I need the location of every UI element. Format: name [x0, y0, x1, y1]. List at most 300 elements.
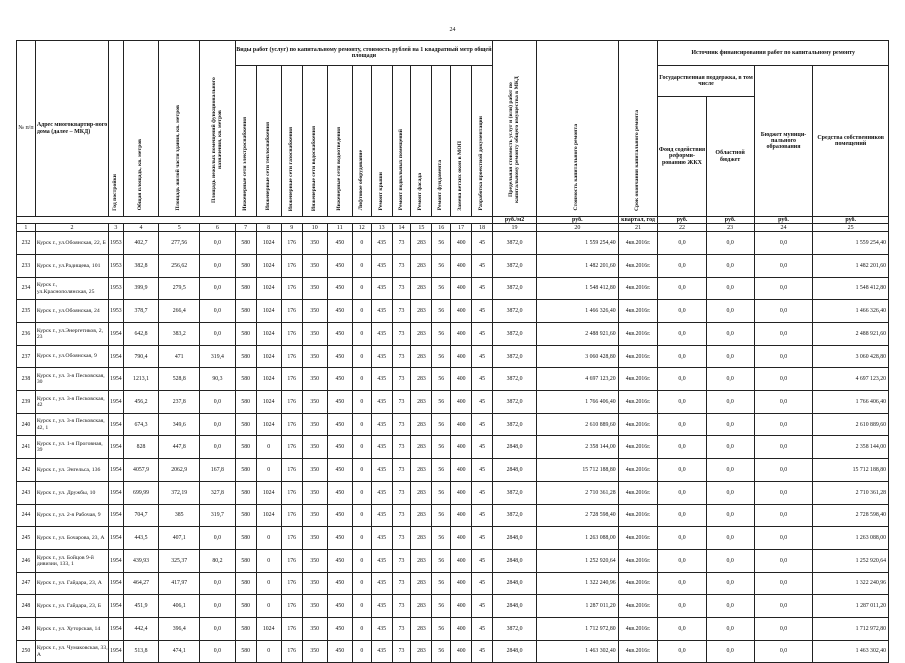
cell-area-nonresidential: 0,0	[200, 254, 236, 277]
cell-regional: 0,0	[706, 595, 754, 618]
cell-work-cost: 176	[281, 617, 302, 640]
cell-municipal: 0,0	[754, 391, 813, 414]
unit-deadline: квартал, год	[618, 217, 658, 224]
cell-work-cost: 400	[451, 595, 472, 618]
column-number: 16	[432, 224, 451, 232]
cell-work-cost: 56	[432, 368, 451, 391]
cell-work-cost: 283	[411, 277, 432, 300]
column-number: 17	[451, 224, 472, 232]
cell-work-cost: 350	[302, 481, 327, 504]
cell-work-cost: 580	[235, 300, 256, 323]
cell-deadline: 4кв.2016г.	[618, 595, 658, 618]
cell-area-living: 417,97	[159, 572, 200, 595]
cell-work-cost: 73	[392, 640, 411, 663]
unit-regional: руб.	[706, 217, 754, 224]
cell-work-cost: 450	[327, 459, 352, 482]
cell-work-cost: 400	[451, 481, 472, 504]
cell-address: Курск г., ул.Энергетиков, 2, 23	[35, 323, 108, 346]
cell-work-cost: 350	[302, 595, 327, 618]
cell-work-cost: 56	[432, 323, 451, 346]
cell-work-cost: 580	[235, 527, 256, 550]
cell-area-nonresidential: 0,0	[200, 527, 236, 550]
cell-work-cost: 450	[327, 436, 352, 459]
cell-work-cost: 400	[451, 413, 472, 436]
cell-work-cost: 176	[281, 527, 302, 550]
cell-owners: 1 466 326,40	[813, 300, 889, 323]
cell-work-cost: 176	[281, 436, 302, 459]
cell-total-cost: 1 463 302,40	[537, 640, 619, 663]
cell-work-cost: 400	[451, 323, 472, 346]
cell-deadline: 4кв.2016г.	[618, 504, 658, 527]
cell-area-total: 674,3	[123, 413, 159, 436]
cell-area-living: 266,4	[159, 300, 200, 323]
cell-work-cost: 56	[432, 436, 451, 459]
cell-work-cost: 350	[302, 549, 327, 572]
cell-work-cost: 350	[302, 459, 327, 482]
cell-work-cost: 0	[256, 436, 281, 459]
cell-area-nonresidential: 0,0	[200, 277, 236, 300]
cell-area-total: 4057,9	[123, 459, 159, 482]
cell-work-cost: 435	[371, 549, 392, 572]
header-address: Адрес многоквартир-ного дома (далее – МКД)	[35, 41, 108, 217]
cell-work-cost: 283	[411, 368, 432, 391]
cell-work-cost: 73	[392, 368, 411, 391]
cell-work-cost: 283	[411, 504, 432, 527]
cell-work-cost: 400	[451, 572, 472, 595]
cell-work-cost: 0	[352, 391, 371, 414]
cell-area-living: 2062,9	[159, 459, 200, 482]
cell-total-cost: 15 712 188,80	[537, 459, 619, 482]
cell-work-cost: 0	[352, 345, 371, 368]
cell-area-living: 237,8	[159, 391, 200, 414]
cell-work-cost: 73	[392, 277, 411, 300]
cell-work-cost: 350	[302, 504, 327, 527]
cell-fund: 0,0	[658, 300, 706, 323]
cell-fund: 0,0	[658, 549, 706, 572]
cell-work-cost: 1024	[256, 254, 281, 277]
cell-work-cost: 45	[472, 300, 493, 323]
cell-work-cost: 580	[235, 232, 256, 255]
cell-work-cost: 0	[256, 640, 281, 663]
cell-work-cost: 176	[281, 300, 302, 323]
cell-work-cost: 435	[371, 345, 392, 368]
cell-num: 234	[17, 277, 36, 300]
cell-work-cost: 580	[235, 549, 256, 572]
cell-area-nonresidential: 0,0	[200, 640, 236, 663]
cell-owners: 1 559 254,40	[813, 232, 889, 255]
cell-fund: 0,0	[658, 436, 706, 459]
cell-year: 1953	[109, 300, 124, 323]
cell-work-cost: 450	[327, 572, 352, 595]
column-number: 19	[493, 224, 537, 232]
cell-area-total: 1213,1	[123, 368, 159, 391]
cell-fund: 0,0	[658, 595, 706, 618]
cell-area-living: 383,2	[159, 323, 200, 346]
cell-fund: 0,0	[658, 232, 706, 255]
cell-total-cost: 2 728 598,40	[537, 504, 619, 527]
cell-address: Курск г., ул. 1-я Проговная, 39	[35, 436, 108, 459]
cell-area-living: 396,4	[159, 617, 200, 640]
cell-limit-cost: 2848,0	[493, 527, 537, 550]
cell-area-living: 528,8	[159, 368, 200, 391]
cell-work-cost: 73	[392, 232, 411, 255]
cell-limit-cost: 2848,0	[493, 459, 537, 482]
cell-owners: 2 488 921,60	[813, 323, 889, 346]
cell-limit-cost: 3872,0	[493, 232, 537, 255]
cell-work-cost: 580	[235, 368, 256, 391]
header-works-group: Виды работ (услуг) по капитальному ремонту, стоимость рублей на 1 квадратный метр общей площади	[235, 41, 492, 66]
cell-work-cost: 435	[371, 640, 392, 663]
header-owners: Средства собственников помещений	[813, 66, 889, 217]
cell-address: Курск г., ул.Обоянская, 9	[35, 345, 108, 368]
cell-work-cost: 450	[327, 345, 352, 368]
cell-area-total: 699,99	[123, 481, 159, 504]
cell-work-cost: 176	[281, 254, 302, 277]
cell-area-nonresidential: 0,0	[200, 391, 236, 414]
cell-area-total: 456,2	[123, 391, 159, 414]
cell-work-cost: 350	[302, 413, 327, 436]
cell-work-cost: 0	[256, 527, 281, 550]
cell-work-cost: 450	[327, 232, 352, 255]
cell-work-cost: 0	[256, 549, 281, 572]
cell-owners: 1 463 302,40	[813, 640, 889, 663]
cell-work-cost: 450	[327, 413, 352, 436]
cell-area-living: 279,5	[159, 277, 200, 300]
cell-area-nonresidential: 327,8	[200, 481, 236, 504]
table-row	[17, 323, 889, 346]
cell-work-cost: 176	[281, 481, 302, 504]
cell-area-total: 443,5	[123, 527, 159, 550]
column-number: 25	[813, 224, 889, 232]
cell-work-cost: 1024	[256, 277, 281, 300]
column-number: 10	[302, 224, 327, 232]
cell-deadline: 4кв.2016г.	[618, 391, 658, 414]
cell-deadline: 4кв.2016г.	[618, 254, 658, 277]
cell-owners: 4 697 123,20	[813, 368, 889, 391]
column-number: 12	[352, 224, 371, 232]
unit-fund: руб.	[658, 217, 706, 224]
cell-work-cost: 580	[235, 481, 256, 504]
cell-area-nonresidential: 0,0	[200, 595, 236, 618]
header-regional: Областной бюджет	[706, 97, 754, 217]
cell-year: 1954	[109, 413, 124, 436]
cell-owners: 2 358 144,00	[813, 436, 889, 459]
cell-total-cost: 1 559 254,40	[537, 232, 619, 255]
cell-work-cost: 176	[281, 277, 302, 300]
cell-year: 1954	[109, 436, 124, 459]
cell-deadline: 4кв.2016г.	[618, 232, 658, 255]
cell-work-cost: 450	[327, 368, 352, 391]
cell-owners: 2 710 361,28	[813, 481, 889, 504]
cell-fund: 0,0	[658, 617, 706, 640]
cell-work-cost: 450	[327, 254, 352, 277]
cell-address: Курск г., ул. Дружбы, 10	[35, 481, 108, 504]
cell-work-cost: 283	[411, 436, 432, 459]
cell-work-cost: 56	[432, 504, 451, 527]
cell-deadline: 4кв.2016г.	[618, 368, 658, 391]
header-work-elevator: Лифтовое оборудование	[352, 66, 371, 217]
cell-work-cost: 45	[472, 549, 493, 572]
cell-work-cost: 45	[472, 277, 493, 300]
cell-work-cost: 450	[327, 323, 352, 346]
cell-num: 245	[17, 527, 36, 550]
cell-regional: 0,0	[706, 323, 754, 346]
cell-work-cost: 56	[432, 459, 451, 482]
cell-total-cost: 4 697 123,20	[537, 368, 619, 391]
cell-area-total: 399,9	[123, 277, 159, 300]
cell-area-living: 349,6	[159, 413, 200, 436]
cell-work-cost: 350	[302, 368, 327, 391]
cell-area-nonresidential: 0,0	[200, 232, 236, 255]
cell-owners: 15 712 188,80	[813, 459, 889, 482]
cell-work-cost: 56	[432, 549, 451, 572]
cell-work-cost: 73	[392, 459, 411, 482]
cell-municipal: 0,0	[754, 323, 813, 346]
cell-work-cost: 400	[451, 254, 472, 277]
cell-work-cost: 0	[256, 595, 281, 618]
cell-regional: 0,0	[706, 640, 754, 663]
cell-work-cost: 400	[451, 368, 472, 391]
cell-fund: 0,0	[658, 413, 706, 436]
cell-work-cost: 73	[392, 481, 411, 504]
cell-area-living: 385	[159, 504, 200, 527]
cell-work-cost: 283	[411, 232, 432, 255]
cell-deadline: 4кв.2016г.	[618, 436, 658, 459]
column-number: 13	[371, 224, 392, 232]
cell-area-nonresidential: 167,8	[200, 459, 236, 482]
cell-work-cost: 0	[352, 527, 371, 550]
cell-work-cost: 580	[235, 254, 256, 277]
cell-year: 1954	[109, 481, 124, 504]
cell-work-cost: 0	[352, 413, 371, 436]
cell-municipal: 0,0	[754, 254, 813, 277]
cell-total-cost: 1 482 201,60	[537, 254, 619, 277]
cell-work-cost: 73	[392, 436, 411, 459]
table-row	[17, 300, 889, 323]
cell-work-cost: 435	[371, 436, 392, 459]
cell-municipal: 0,0	[754, 640, 813, 663]
cell-work-cost: 350	[302, 232, 327, 255]
cell-work-cost: 1024	[256, 481, 281, 504]
table-row	[17, 368, 889, 391]
cell-regional: 0,0	[706, 527, 754, 550]
cell-work-cost: 176	[281, 345, 302, 368]
cell-work-cost: 0	[352, 436, 371, 459]
column-number: 6	[200, 224, 236, 232]
table-row	[17, 277, 889, 300]
cell-address: Курск г., ул. Чумаковская, 33, А	[35, 640, 108, 663]
cell-deadline: 4кв.2016г.	[618, 300, 658, 323]
cell-work-cost: 435	[371, 323, 392, 346]
cell-work-cost: 73	[392, 300, 411, 323]
cell-work-cost: 450	[327, 549, 352, 572]
cell-work-cost: 1024	[256, 300, 281, 323]
table-row	[17, 436, 889, 459]
cell-work-cost: 283	[411, 549, 432, 572]
cell-limit-cost: 3872,0	[493, 481, 537, 504]
cell-work-cost: 0	[256, 459, 281, 482]
cell-owners: 1 712 972,80	[813, 617, 889, 640]
cell-area-living: 407,1	[159, 527, 200, 550]
cell-work-cost: 1024	[256, 413, 281, 436]
cell-deadline: 4кв.2016г.	[618, 572, 658, 595]
cell-regional: 0,0	[706, 391, 754, 414]
column-number: 15	[411, 224, 432, 232]
cell-work-cost: 45	[472, 368, 493, 391]
cell-area-living: 471	[159, 345, 200, 368]
cell-address: Курск г., ул. 3-я Песковская, 42, 1	[35, 413, 108, 436]
unit-cost: руб.	[537, 217, 619, 224]
cell-deadline: 4кв.2016г.	[618, 323, 658, 346]
header-work-windows: Замена ветхих окон в МОП	[451, 66, 472, 217]
cell-owners: 1 482 201,60	[813, 254, 889, 277]
cell-work-cost: 350	[302, 254, 327, 277]
cell-total-cost: 1 766 406,40	[537, 391, 619, 414]
cell-total-cost: 2 710 361,28	[537, 481, 619, 504]
cell-year: 1954	[109, 595, 124, 618]
cell-work-cost: 56	[432, 254, 451, 277]
cell-work-cost: 400	[451, 232, 472, 255]
cell-municipal: 0,0	[754, 572, 813, 595]
cell-address: Курск г., ул. Бочарова, 23, А	[35, 527, 108, 550]
cell-work-cost: 176	[281, 323, 302, 346]
header-work-sewer: Инженерные сети водоотведения	[327, 66, 352, 217]
cell-total-cost: 1 252 920,64	[537, 549, 619, 572]
cell-fund: 0,0	[658, 277, 706, 300]
cell-work-cost: 73	[392, 391, 411, 414]
cell-work-cost: 580	[235, 459, 256, 482]
cell-total-cost: 1 322 240,96	[537, 572, 619, 595]
cell-work-cost: 283	[411, 459, 432, 482]
cell-year: 1953	[109, 232, 124, 255]
cell-fund: 0,0	[658, 323, 706, 346]
cell-year: 1953	[109, 254, 124, 277]
cell-work-cost: 56	[432, 595, 451, 618]
cell-work-cost: 435	[371, 232, 392, 255]
cell-work-cost: 400	[451, 527, 472, 550]
cell-regional: 0,0	[706, 368, 754, 391]
cell-address: Курск г., ул. Энгельса, 136	[35, 459, 108, 482]
cell-work-cost: 1024	[256, 617, 281, 640]
cell-total-cost: 3 060 428,80	[537, 345, 619, 368]
cell-work-cost: 45	[472, 436, 493, 459]
cell-area-total: 704,7	[123, 504, 159, 527]
cell-work-cost: 45	[472, 481, 493, 504]
cell-area-total: 642,8	[123, 323, 159, 346]
cell-num: 240	[17, 413, 36, 436]
cell-limit-cost: 3872,0	[493, 277, 537, 300]
header-area-living: Площадь жилой части здания, кв. метров	[159, 41, 200, 217]
cell-area-living: 406,1	[159, 595, 200, 618]
cell-work-cost: 0	[352, 254, 371, 277]
cell-total-cost: 1 263 088,00	[537, 527, 619, 550]
cell-work-cost: 1024	[256, 232, 281, 255]
cell-year: 1954	[109, 345, 124, 368]
cell-year: 1954	[109, 323, 124, 346]
cell-work-cost: 45	[472, 504, 493, 527]
cell-num: 239	[17, 391, 36, 414]
cell-work-cost: 45	[472, 459, 493, 482]
cell-num: 237	[17, 345, 36, 368]
cell-work-cost: 435	[371, 527, 392, 550]
cell-work-cost: 73	[392, 254, 411, 277]
cell-work-cost: 580	[235, 595, 256, 618]
cell-work-cost: 400	[451, 277, 472, 300]
header-num: № п/п	[17, 41, 36, 217]
cell-work-cost: 400	[451, 617, 472, 640]
cell-area-total: 513,8	[123, 640, 159, 663]
cell-work-cost: 400	[451, 391, 472, 414]
column-number: 11	[327, 224, 352, 232]
cell-area-total: 402,7	[123, 232, 159, 255]
cell-work-cost: 350	[302, 527, 327, 550]
cell-year: 1954	[109, 549, 124, 572]
cell-address: Курск г., ул.Обоянская, 24	[35, 300, 108, 323]
cell-limit-cost: 3872,0	[493, 617, 537, 640]
column-number: 7	[235, 224, 256, 232]
cell-limit-cost: 3872,0	[493, 368, 537, 391]
cell-deadline: 4кв.2016г.	[618, 640, 658, 663]
cell-work-cost: 350	[302, 572, 327, 595]
cell-area-nonresidential: 0,0	[200, 572, 236, 595]
cell-work-cost: 73	[392, 413, 411, 436]
cell-work-cost: 435	[371, 300, 392, 323]
cell-work-cost: 176	[281, 413, 302, 436]
cell-owners: 1 287 011,20	[813, 595, 889, 618]
cell-regional: 0,0	[706, 277, 754, 300]
header-work-facade: Ремонт фасада	[411, 66, 432, 217]
cell-limit-cost: 2848,0	[493, 549, 537, 572]
cell-work-cost: 176	[281, 640, 302, 663]
cell-address: Курск г., ул. Гайдара, 23, Б	[35, 595, 108, 618]
cell-limit-cost: 3872,0	[493, 504, 537, 527]
cell-work-cost: 176	[281, 368, 302, 391]
cell-work-cost: 435	[371, 595, 392, 618]
cell-work-cost: 176	[281, 391, 302, 414]
cell-address: Курск г., ул. Хуторская, 14	[35, 617, 108, 640]
cell-work-cost: 0	[352, 595, 371, 618]
cell-work-cost: 0	[256, 572, 281, 595]
header-work-foundation: Ремонт фундамента	[432, 66, 451, 217]
cell-work-cost: 400	[451, 640, 472, 663]
cell-num: 250	[17, 640, 36, 663]
cell-owners: 1 766 406,40	[813, 391, 889, 414]
cell-work-cost: 283	[411, 323, 432, 346]
cell-work-cost: 1024	[256, 345, 281, 368]
cell-work-cost: 350	[302, 640, 327, 663]
cell-work-cost: 283	[411, 595, 432, 618]
cell-work-cost: 435	[371, 254, 392, 277]
column-number: 14	[392, 224, 411, 232]
cell-limit-cost: 2848,0	[493, 640, 537, 663]
cell-area-total: 378,7	[123, 300, 159, 323]
page-number: 24	[449, 27, 456, 33]
header-total-cost: Стоимость капитального ремонта	[537, 41, 619, 217]
cell-year: 1954	[109, 368, 124, 391]
cell-work-cost: 56	[432, 232, 451, 255]
header-work-electric: Инженерные сети электроснабжения	[235, 66, 256, 217]
cell-regional: 0,0	[706, 254, 754, 277]
cell-municipal: 0,0	[754, 413, 813, 436]
cell-work-cost: 45	[472, 232, 493, 255]
cell-work-cost: 450	[327, 527, 352, 550]
cell-owners: 2 728 598,40	[813, 504, 889, 527]
table-row	[17, 459, 889, 482]
cell-work-cost: 45	[472, 640, 493, 663]
cell-work-cost: 435	[371, 277, 392, 300]
cell-area-total: 382,8	[123, 254, 159, 277]
cell-work-cost: 73	[392, 549, 411, 572]
